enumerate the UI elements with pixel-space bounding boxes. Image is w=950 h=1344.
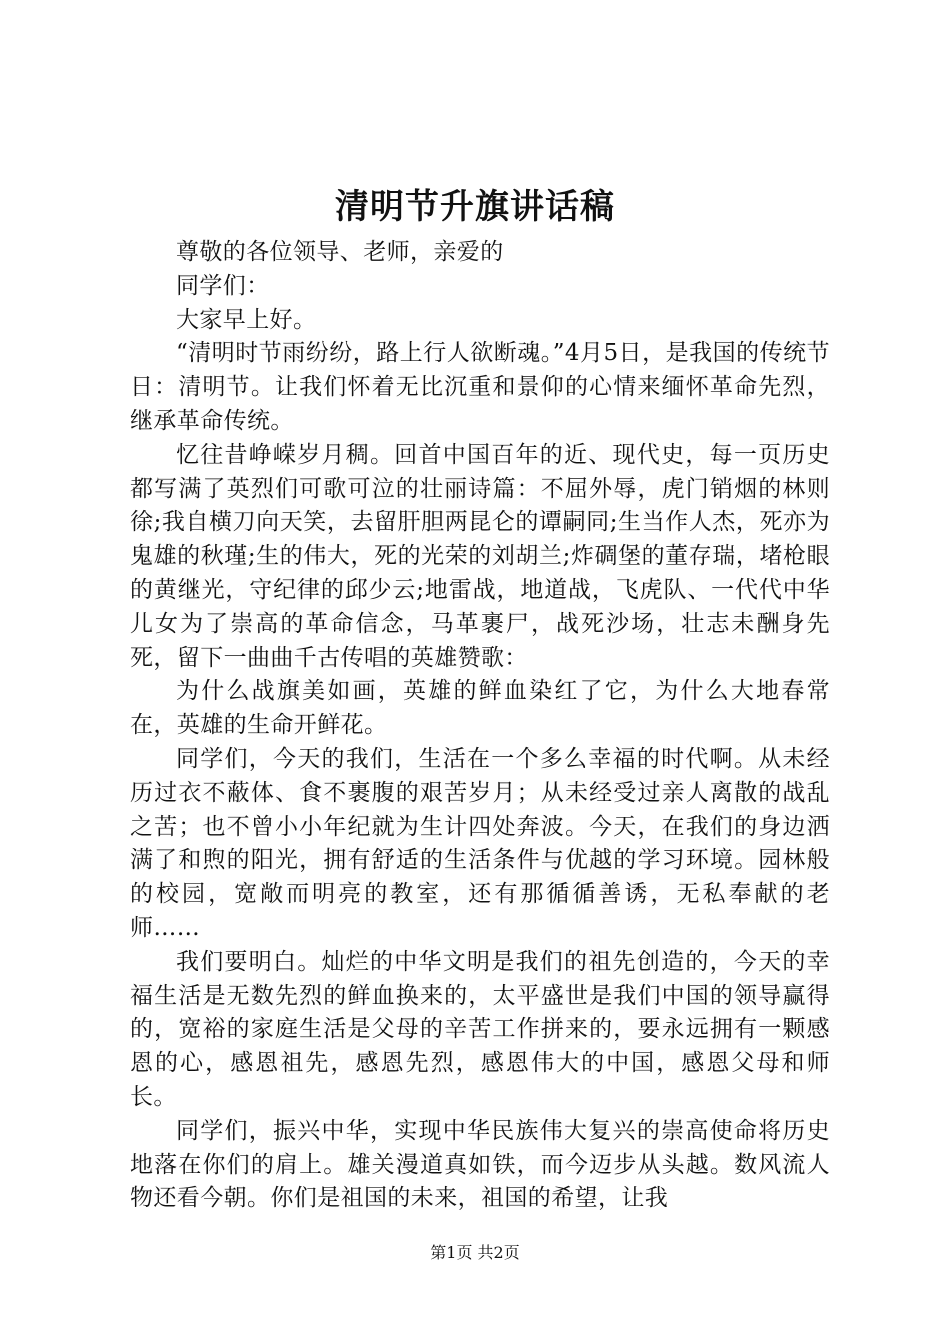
greeting-paragraph: 大家早上好。 — [176, 306, 317, 333]
body-paragraph: 同学们，振兴中华，实现中华民族伟大复兴的崇高使命将历史地落在你们的肩上。雄关漫道真如铁，而今迈步从头越。数风流人物还看今朝。你们是祖国的未来，祖国的希望，让我 — [130, 1117, 830, 1212]
body-paragraph: 我们要明白。灿烂的中华文明是我们的祖先创造的，今天的幸福生活是无数先烈的鲜血换来的，太平盛世是我们中国的领导赢得的，宽裕的家庭生活是父母的辛苦工作拼来的，要永远拥有一颗感恩的心，感恩祖先，感恩先烈，感恩伟大的中国，感恩父母和师长。 — [130, 948, 830, 1110]
body-paragraph: 为什么战旗美如画，英雄的鲜血染红了它，为什么大地春常在，英雄的生命开鲜花。 — [130, 678, 830, 739]
document-title: 清明节升旗讲话稿 — [335, 187, 615, 227]
body-paragraph: 忆往昔峥嵘岁月稠。回首中国百年的近、现代史，每一页历史都写满了英烈们可歌可泣的壮丽诗篇：不屈外辱，虎门销烟的林则徐;我自横刀向天笑，去留肝胆两昆仑的谭嗣同;生当作人杰，死亦为鬼雄的秋瑾;生的伟大，死的光荣的刘胡兰;炸碉堡的董存瑞，堵枪眼的黄继光，守纪律的邱少云;地雷战，地道战，飞虎队、一代代中华儿女为了崇高的革命信念，马革裹尸，战死沙场，壮志未酬身先死，留下一曲曲千古传唱的英雄赞歌： — [130, 441, 830, 671]
salutation-line: 尊敬的各位领导、老师，亲爱的 — [176, 239, 504, 265]
salutation-line: 同学们： — [176, 272, 270, 299]
document-body — [130, 236, 830, 1216]
body-paragraph: “清明时节雨纷纷，路上行人欲断魂。”4月5日，是我国的传统节日：清明节。让我们怀着无比沉重和景仰的心情来缅怀革命先烈，继承革命传统。 — [130, 340, 830, 434]
page-number-footer: 第1页 共2页 — [430, 1243, 520, 1262]
body-paragraph: 同学们，今天的我们，生活在一个多么幸福的时代啊。从未经历过衣不蔽体、食不裹腹的艰苦岁月；从未经受过亲人离散的战乱之苦；也不曾小小年纪就为生计四处奔波。今天，在我们的身边洒满了和煦的阳光，拥有舒适的生活条件与优越的学习环境。园林般的校园，宽敞而明亮的教室，还有那循循善诱，无私奉献的老师…… — [130, 745, 830, 941]
